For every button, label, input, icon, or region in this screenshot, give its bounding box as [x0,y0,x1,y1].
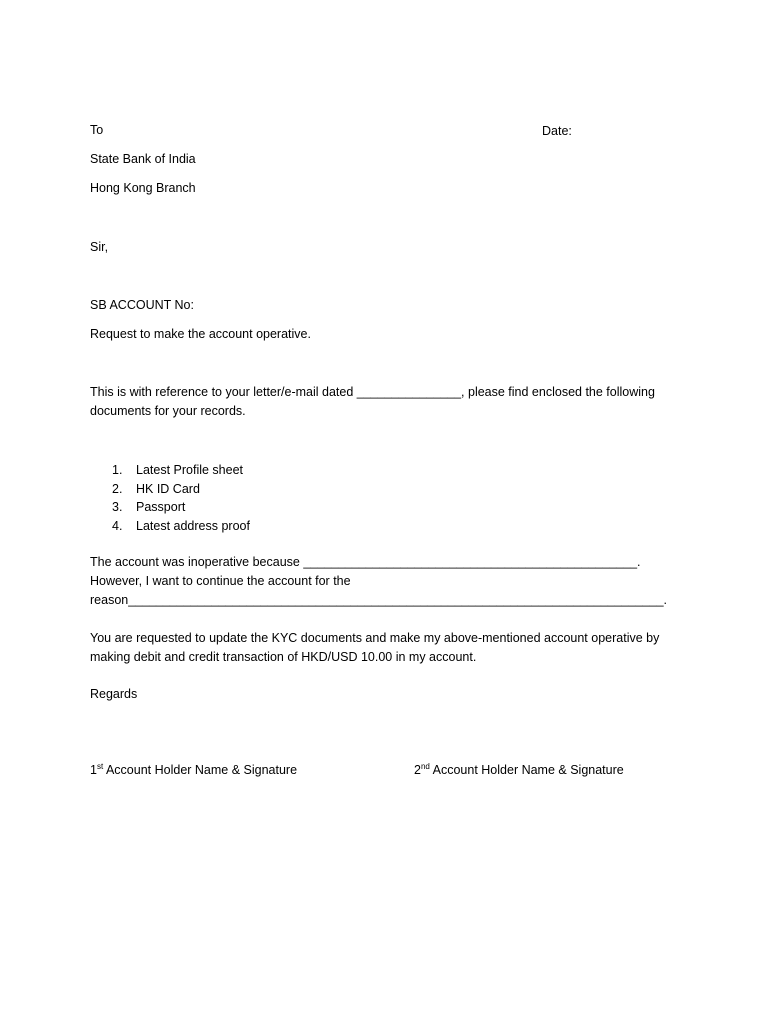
list-item-number: 1. [112,463,123,477]
request-paragraph-line-2: making debit and credit transaction of HKD/USD 10.00 in my account. [90,650,477,664]
salutation: Sir, [90,240,109,254]
reason-paragraph-line-2: However, I want to continue the account for the [90,574,351,588]
closing: Regards [90,687,138,701]
list-item-text: Passport [136,500,186,515]
subject-line: Request to make the account operative. [90,327,311,341]
list-item [112,519,250,538]
list-item [112,500,250,519]
enclosed-documents-list [112,463,250,537]
list-item-text: Latest Profile sheet [136,463,244,477]
reference-paragraph-line-1: This is with reference to your letter/e-mail dated _______________, please find enclosed the following [90,385,655,399]
reason-paragraph-line-1: The account was inoperative because ________________________________________________. [90,555,641,569]
second-holder-signature-label: 2nd Account Holder Name & Signature [414,762,624,777]
list-item-number: 2. [112,481,123,496]
list-item [112,482,250,501]
first-holder-signature-label: 1st Account Holder Name & Signature [90,762,298,777]
to-label: To [90,123,104,137]
reason-paragraph-line-3: reason_____________________________________________________________________________. [90,593,667,607]
recipient-bank: State Bank of India [90,152,196,166]
list-item-text: Latest address proof [136,518,250,533]
recipient-branch: Hong Kong Branch [90,181,196,195]
date-label: Date: [542,124,572,138]
request-paragraph-line-1: You are requested to update the KYC documents and make my above-mentioned account operative by [90,631,660,645]
reference-paragraph-line-2: documents for your records. [90,404,246,418]
list-item-number: 3. [112,500,123,515]
list-item [112,463,250,482]
list-item-number: 4. [112,518,123,533]
list-item-text: HK ID Card [136,481,200,496]
account-number-label: SB ACCOUNT No: [90,298,194,312]
